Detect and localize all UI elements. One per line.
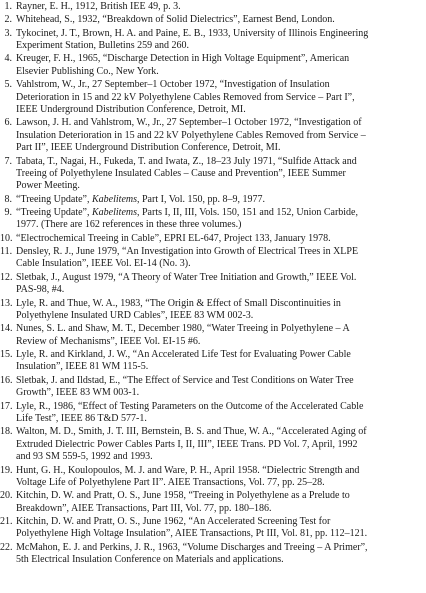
reference-item bbox=[0, 516, 426, 541]
reference-text-line: Deterioration in 15 and 22 kV Polyethylene Cables Removed from Service – Part I”, bbox=[16, 91, 355, 103]
reference-text-line: Review of Mechanisms”, IEEE Vol. EI-15 #6. bbox=[16, 335, 201, 347]
reference-text-line: Insulation Deterioration in 15 and 22 kV Polyethylene Cables Removed from Service – bbox=[16, 129, 366, 141]
reference-text-line: Kitchin, D. W. and Pratt, O. S., June 1962, “An Accelerated Screening Test for bbox=[16, 516, 331, 527]
reference-text-line: Lyle, R. and Kirkland, J. W., “An Accelerated Life Test for Evaluating Power Cable bbox=[16, 349, 351, 361]
reference-text-line: 5th Electrical Insulation Conference on Materials and applications. bbox=[16, 554, 284, 566]
reference-text-line: Walton, M. D., Smith, J. T. III, Bernstein, B. S. and Thue, W. A., “Accelerated Aging of bbox=[16, 426, 367, 438]
reference-number: 22. bbox=[0, 541, 13, 553]
reference-text-line: Lyle, R. and Thue, W. A., 1983, “The Origin & Effect of Small Discontinuities in bbox=[16, 297, 341, 309]
reference-item bbox=[0, 79, 426, 116]
reference-number: 1. bbox=[4, 1, 12, 12]
reference-number: 16. bbox=[0, 374, 13, 386]
reference-text-line: Part II”, IEEE Underground Distribution Conference, Detroit, MI. bbox=[16, 142, 281, 154]
reference-text-line: Tabata, T., Nagai, H., Fukeda, T. and Iwata, Z., 18–23 July 1971, “Sulfide Attack and bbox=[16, 155, 357, 167]
reference-text-line: Tykocinet, J. T., Brown, H. A. and Paine, E. B., 1933, University of Illinois Engineering bbox=[16, 27, 369, 39]
reference-text-line: PAS-98, #4. bbox=[16, 284, 65, 296]
reference-text-line: Experiment Station, Bulletins 259 and 260. bbox=[16, 40, 190, 52]
reference-text-line: Rayner, E. H., 1912, British IEE 49, p. 3. bbox=[16, 1, 181, 12]
reference-item bbox=[0, 323, 426, 348]
reference-text-line: Life Test”, IEEE 86 T&D 577-1. bbox=[16, 412, 147, 424]
reference-text-line: Voltage Life of Polyethylene Part II”. AIEE Transactions, Vol. 77, pp. 25–28. bbox=[16, 476, 325, 488]
reference-text-line: Elsevier Publishing Co., New York. bbox=[16, 65, 159, 77]
reference-item bbox=[0, 14, 426, 26]
reference-item bbox=[0, 298, 426, 323]
reference-item bbox=[0, 401, 426, 426]
reference-number: 21. bbox=[0, 516, 13, 527]
reference-number: 5. bbox=[4, 79, 12, 91]
reference-number: 8. bbox=[4, 193, 12, 205]
reference-text-line: Lyle, R., 1986, “Effect of Testing Parameters on the Outcome of the Accelerated Cable bbox=[16, 400, 364, 412]
reference-number: 10. bbox=[0, 232, 13, 244]
reference-text-line: Kreuger, F. H., 1965, “Discharge Detection in High Voltage Equipment”, American bbox=[16, 53, 350, 65]
reference-number: 13. bbox=[0, 297, 13, 309]
reference-number: 7. bbox=[4, 155, 12, 167]
reference-item bbox=[0, 207, 426, 232]
reference-item bbox=[0, 349, 426, 374]
reference-number: 15. bbox=[0, 349, 13, 361]
reference-number: 3. bbox=[4, 27, 12, 39]
reference-item bbox=[0, 246, 426, 271]
reference-text-line: “Electrochemical Treeing in Cable”, EPRI EL-647, Project 133, January 1978. bbox=[16, 232, 331, 244]
reference-text-line: McMahon, E. J. and Perkins, J. R., 1963, “Volume Discharges and Treeing – A Primer”, bbox=[16, 541, 368, 553]
reference-text-line: Lawson, J. H. and Vahlstrom, W., Jr., 27 September–1 October 1972, “Investigation of bbox=[16, 117, 362, 129]
reference-text-line: Densley, R. J., June 1979, “An Investigation into Growth of Electrical Trees in XLPE bbox=[16, 246, 359, 258]
reference-text-line: Whitehead, S., 1932, “Breakdown of Solid Dielectrics”, Earnest Bend, London. bbox=[16, 14, 335, 26]
reference-text-line: Vahlstrom, W., Jr., 27 September–1 October 1972, “Investigation of Insulation bbox=[16, 79, 330, 91]
reference-item bbox=[0, 465, 426, 490]
reference-item bbox=[0, 1, 426, 13]
reference-item bbox=[0, 426, 426, 463]
reference-item bbox=[0, 490, 426, 515]
reference-text-line: Polyethylene High Voltage Insulation”, AIEE Transactions, Pt III, Vol. 81, pp. 112–121. bbox=[16, 528, 368, 540]
reference-text-line: Nunes, S. L. and Shaw, M. T., December 1980, “Water Treeing in Polyethylene – A bbox=[16, 323, 350, 335]
reference-item bbox=[0, 233, 426, 245]
reference-text-line: IEEE Underground Distribution Conference, Detroit, MI. bbox=[16, 103, 246, 115]
reference-number: 17. bbox=[0, 400, 13, 412]
reference-item bbox=[0, 28, 426, 53]
reference-number: 19. bbox=[0, 464, 13, 476]
reference-text-line: Insulation”, IEEE 81 WM 115-5. bbox=[16, 361, 149, 373]
reference-text-line: Cable Insulation”, IEEE Vol. EI-14 (No. 3). bbox=[16, 258, 191, 270]
reference-number: 6. bbox=[4, 117, 12, 129]
reference-item bbox=[0, 542, 426, 567]
reference-text-line: Sletbak, J. and Ildstad, E., “The Effect of Service and Test Conditions on Water Tree bbox=[16, 374, 354, 386]
reference-text-line: Extruded Dielectric Power Cables Parts I, II, III”, IEEE Trans. PD Vol. 7, April, 1992 bbox=[16, 438, 358, 450]
reference-number: 4. bbox=[4, 53, 12, 65]
reference-text-line: “Treeing Update”, Kabelitems, Parts I, II, III, Vols. 150, 151 and 152, Union Carbide, bbox=[16, 207, 358, 218]
reference-item bbox=[0, 375, 426, 400]
reference-number: 14. bbox=[0, 323, 13, 335]
reference-text-line: Treeing of Polyethylene Insulated Cables – Cause and Prevention”, IEEE Summer bbox=[16, 167, 346, 179]
reference-item bbox=[0, 194, 426, 206]
reference-number: 9. bbox=[4, 207, 12, 218]
reference-text-line: “Treeing Update”, Kabelitems, Part I, Vol. 150, pp. 8–9, 1977. bbox=[16, 193, 265, 205]
reference-item bbox=[0, 53, 426, 78]
reference-text-line: 1977. (There are 162 references in these three volumes.) bbox=[16, 219, 242, 231]
reference-item bbox=[0, 156, 426, 193]
reference-number: 20. bbox=[0, 490, 13, 502]
reference-text-line: Power Meeting. bbox=[16, 180, 80, 192]
reference-item bbox=[0, 272, 426, 297]
reference-text-line: Kitchin, D. W. and Pratt, O. S., June 1958, “Treeing in Polyethylene as a Prelude to bbox=[16, 490, 350, 502]
reference-text-line: Sletbak, J., August 1979, “A Theory of Water Tree Initiation and Growth,” IEEE Vol. bbox=[16, 271, 357, 283]
reference-text-line: and 93 SM 559-5, 1992 and 1993. bbox=[16, 451, 153, 463]
reference-number: 11. bbox=[0, 246, 13, 258]
reference-text-line: Polyethylene Insulated URD Cables”, IEEE 83 WM 002-3. bbox=[16, 309, 254, 321]
reference-number: 18. bbox=[0, 426, 13, 438]
reference-text-line: Growth”, IEEE 83 WM 003-1. bbox=[16, 387, 140, 399]
reference-text-line: Hunt, G. H., Koulopoulos, M. J. and Ware, P. H., April 1958. “Dielectric Strength and bbox=[16, 464, 360, 476]
reference-text-line: Breakdown”, AIEE Transactions, Part III, Vol. 77, pp. 180–186. bbox=[16, 502, 272, 514]
reference-number: 12. bbox=[0, 271, 13, 283]
reference-item bbox=[0, 117, 426, 154]
reference-number: 2. bbox=[4, 14, 12, 26]
